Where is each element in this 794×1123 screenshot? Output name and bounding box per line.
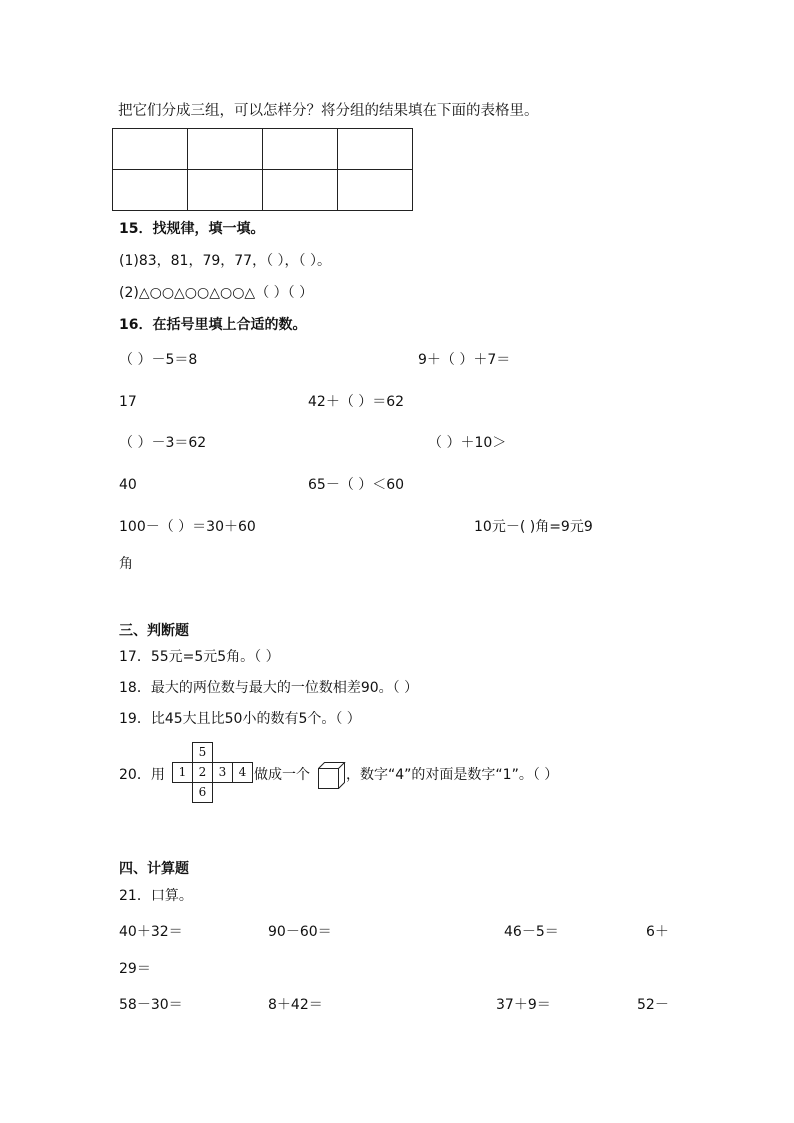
q16-item-2-wrap: 17 (119, 394, 137, 410)
table-cell[interactable] (263, 129, 338, 170)
q16-item-5-wrap: 40 (119, 477, 137, 493)
net-cell: 1 (172, 762, 193, 783)
calc-item: 40＋32＝ (119, 924, 183, 940)
calc-item: 90－60＝ (268, 924, 332, 940)
calc-item-wrap: 29＝ (119, 961, 151, 977)
q20-suffix: ，数字“4”的对面是数字“1”。（ ） (346, 767, 559, 783)
cube-icon (318, 762, 346, 790)
q16-item-6: 65－（ ）＜60 (308, 477, 405, 493)
q17-text: 17．55元=5元5角。（ ） (119, 649, 280, 665)
q19-text: 19．比45大且比50小的数有5个。（ ） (119, 711, 361, 727)
q16-item-8-wrap: 角 (119, 556, 133, 572)
section4-heading: 四、计算题 (119, 861, 189, 877)
table-cell[interactable] (113, 170, 188, 211)
calc-item: 52－ (637, 997, 669, 1013)
q16-title: 16．在括号里填上合适的数。 (119, 317, 307, 333)
table-cell[interactable] (338, 129, 413, 170)
calc-item: 6＋ (646, 924, 669, 940)
calc-item: 46－5＝ (504, 924, 559, 940)
table-cell[interactable] (188, 170, 263, 211)
net-cell: 4 (232, 762, 253, 783)
q15-line1: (1)83，81，79，77，（ ），（ ）。 (119, 253, 331, 269)
table-cell[interactable] (263, 170, 338, 211)
q15-line2: (2)△○○△○○△○○△（ ）（ ） (119, 285, 314, 301)
net-cell: 6 (192, 782, 213, 803)
q15-title: 15．找规律，填一填。 (119, 221, 265, 237)
calc-item: 37＋9＝ (496, 997, 551, 1013)
net-cell: 3 (212, 762, 233, 783)
q18-text: 18．最大的两位数与最大的一位数相差90。（ ） (119, 680, 419, 696)
q21-title: 21．口算。 (119, 888, 193, 904)
q16-item-3: 42＋（ ）＝62 (308, 394, 405, 410)
table-cell[interactable] (188, 129, 263, 170)
q20-prefix: 20．用 (119, 767, 165, 783)
net-cell: 5 (192, 742, 213, 763)
table-cell[interactable] (338, 170, 413, 211)
q16-item-2: 9＋（ ）＋7＝ (418, 352, 511, 368)
calc-item: 8＋42＝ (268, 997, 323, 1013)
q16-item-8: 10元－( )角=9元9 (474, 519, 593, 535)
table-cell[interactable] (113, 129, 188, 170)
q20-middle: 做成一个 (254, 767, 310, 783)
net-cell: 2 (192, 762, 213, 783)
calc-item: 58－30＝ (119, 997, 183, 1013)
q16-item-7: 100－（ ）＝30＋60 (119, 519, 256, 535)
q16-item-1: （ ）－5＝8 (119, 352, 198, 368)
cube-net-figure (172, 742, 252, 802)
q16-item-5: （ ）＋10＞ (428, 435, 507, 451)
q14-intro-text: 把它们分成三组，可以怎样分？将分组的结果填在下面的表格里。 (118, 103, 539, 119)
grouping-answer-table (112, 128, 413, 211)
q16-item-4: （ ）－3＝62 (119, 435, 207, 451)
section3-heading: 三、判断题 (119, 623, 189, 639)
